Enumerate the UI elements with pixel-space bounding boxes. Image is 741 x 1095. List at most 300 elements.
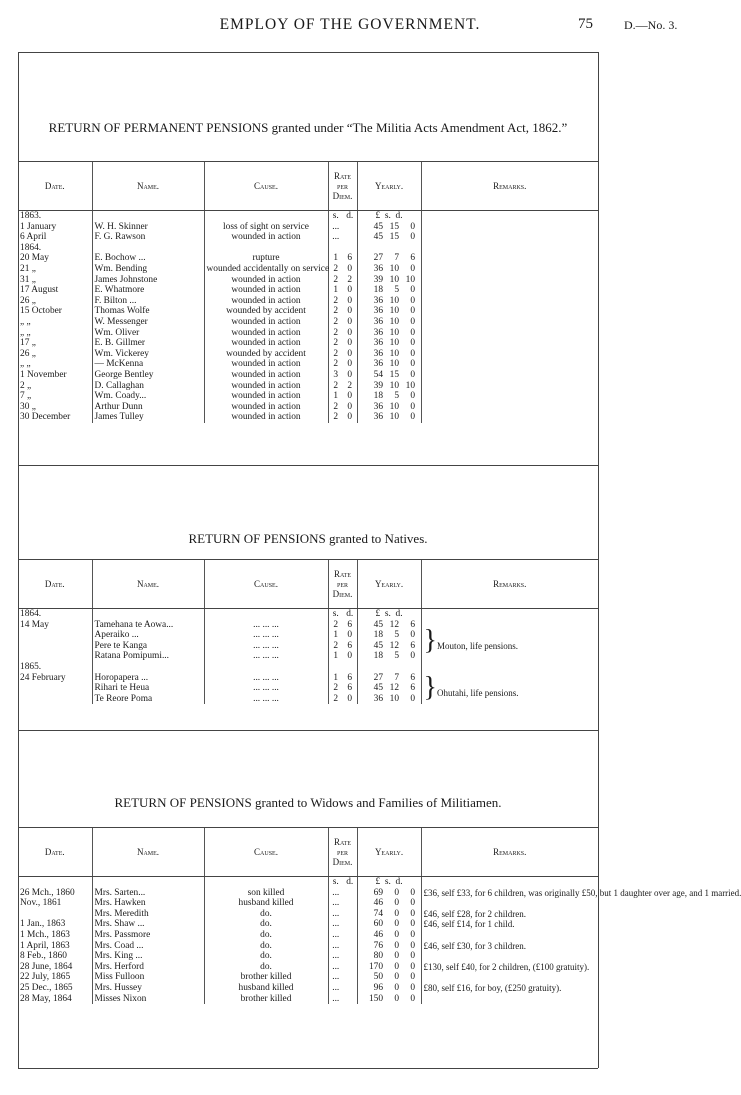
rate-shillings-cell: ... (328, 919, 343, 930)
name-cell: Mrs. Herford (92, 962, 204, 973)
table-row (18, 898, 598, 909)
remarks-text: Mouton, life pensions. (436, 640, 518, 651)
yearly-pounds: 36 (373, 348, 384, 359)
unit-d: d. (346, 609, 354, 619)
yearly-pounds: 60 (373, 919, 384, 930)
remarks-cell (421, 296, 598, 307)
rate-shillings-cell: 2 (328, 306, 343, 317)
yearly-cell (357, 243, 421, 254)
name-cell: W. Messenger (92, 317, 204, 328)
yearly-cell (357, 651, 421, 662)
yearly-pounds: 45 (373, 683, 384, 694)
yearly-shillings: 0 (394, 993, 400, 1004)
yearly-pence: 0 (410, 630, 416, 641)
yearly-pence: 6 (410, 619, 416, 630)
yearly-pounds: 36 (373, 412, 384, 423)
remarks-cell (421, 412, 598, 423)
yearly-pounds: 18 (373, 651, 384, 662)
name-cell: Rihari te Heua (92, 683, 204, 694)
cause-cell: do. (204, 951, 328, 962)
yearly-shillings: 7 (394, 672, 400, 683)
name-cell: James Johnstone (92, 275, 204, 286)
yearly-pence: 0 (410, 295, 416, 306)
yearly-cell (357, 673, 421, 684)
table-row (18, 909, 598, 920)
section-title-native-pensions (18, 531, 598, 546)
date-cell: 7 „ (20, 391, 32, 402)
table-row (18, 972, 598, 983)
yearly-shillings: 5 (394, 391, 400, 402)
table-row (18, 264, 598, 275)
yearly-pence: 0 (410, 919, 416, 930)
yearly-pounds: 18 (373, 391, 384, 402)
yearly-pence: 0 (410, 263, 416, 274)
yearly-shillings: 0 (394, 929, 400, 940)
yearly-pence: 10 (405, 380, 416, 391)
date-cell: 20 May (20, 253, 49, 264)
remarks-cell: £36, self £33, for 6 children, was originally £50, but 1 daughter over age, and 1 married. (421, 888, 598, 899)
yearly-cell (357, 620, 421, 631)
rate-pence-cell: 0 (347, 412, 353, 423)
remarks-cell: £46, self £28, for 2 children. (421, 909, 598, 920)
table-row (18, 930, 598, 941)
date-cell (18, 694, 92, 705)
rate-shillings-cell: 2 (328, 328, 343, 339)
rate-shillings-cell: ... (328, 232, 343, 243)
yearly-shillings: 15 (389, 221, 400, 232)
yearly-shillings: 0 (394, 898, 400, 909)
cause-cell: do. (204, 909, 328, 920)
yearly-cell (357, 391, 421, 402)
rate-shillings-cell: 2 (328, 402, 343, 413)
date-cell: 26 Mch., 1860 (20, 887, 75, 898)
yearly-cell (357, 941, 421, 952)
yearly-shillings: 10 (389, 380, 400, 391)
yearly-cell (357, 662, 421, 673)
name-cell: Mrs. Hawken (92, 898, 204, 909)
yearly-pence: 0 (410, 221, 416, 232)
remarks-cell (421, 222, 598, 233)
rate-shillings-cell: ... (328, 951, 343, 962)
name-cell: Wm. Bending (92, 264, 204, 275)
brace-icon: } (423, 624, 437, 656)
yearly-pounds: 18 (373, 285, 384, 296)
rate-shillings-cell: 1 (328, 391, 343, 402)
header-date: Date. (18, 162, 92, 211)
date-cell (18, 651, 92, 662)
yearly-cell (357, 909, 421, 920)
cause-cell: ... ... ... (204, 651, 328, 662)
section-title-permanent-pensions (18, 120, 598, 135)
yearly-pounds: 45 (373, 221, 384, 232)
yearly-shillings: 10 (389, 359, 400, 370)
table-row (18, 370, 598, 381)
rate-pence-cell: 0 (347, 348, 353, 359)
yearly-shillings: 0 (394, 982, 400, 993)
table-row (18, 317, 598, 328)
cause-cell: wounded in action (204, 370, 328, 381)
yearly-cell (357, 381, 421, 392)
cause-cell: rupture (204, 253, 328, 264)
date-cell: 6 April (20, 232, 47, 243)
yearly-pence: 0 (410, 693, 416, 704)
yearly-cell (357, 972, 421, 983)
date-cell: 25 Dec., 1865 (20, 982, 73, 993)
cause-cell: ... ... ... (204, 620, 328, 631)
yearly-pence: 6 (410, 253, 416, 264)
yearly-shillings: 0 (394, 887, 400, 898)
name-cell: Tamehana te Aowa... (92, 620, 204, 631)
name-cell: James Tulley (92, 412, 204, 423)
header-rate: Rate per Diem. (328, 828, 357, 877)
yearly-shillings: 10 (389, 316, 400, 327)
yearly-pence: 0 (410, 972, 416, 983)
yearly-shillings: 12 (389, 619, 400, 630)
name-cell: Horopapera ... (92, 673, 204, 684)
yearly-pounds: 76 (373, 940, 384, 951)
table-row (18, 243, 598, 254)
yearly-shillings: 12 (389, 640, 400, 651)
yearly-pence: 0 (410, 369, 416, 380)
rate-pence-cell (343, 983, 357, 994)
cause-cell: ... ... ... (204, 630, 328, 641)
name-cell: E. Whatmore (92, 285, 204, 296)
table-row (18, 359, 598, 370)
cause-cell: wounded in action (204, 359, 328, 370)
yearly-pounds: 46 (373, 898, 384, 909)
rate-pence-cell (343, 930, 357, 941)
rate-pence-cell (343, 919, 357, 930)
rate-pence-cell (343, 994, 357, 1005)
remarks-cell (421, 972, 598, 983)
rate-shillings-cell: ... (328, 972, 343, 983)
table-row (18, 285, 598, 296)
remarks-cell (421, 264, 598, 275)
permanent-pensions-table (18, 161, 598, 423)
date-cell: 1864. (20, 242, 42, 253)
remarks-cell (421, 232, 598, 243)
name-cell: Mrs. Passmore (92, 930, 204, 941)
rate-pence-cell: 0 (347, 263, 353, 274)
header-yearly: Yearly. (357, 560, 421, 609)
frame-bottom-rule (18, 1068, 598, 1069)
unit-s: s. (328, 211, 343, 222)
rate-shillings-cell: 2 (328, 296, 343, 307)
table-row (18, 412, 598, 423)
unit-lsd: £ s. d. (357, 877, 421, 888)
date-cell: 1 April, 1863 (20, 940, 70, 951)
date-cell: 1 Jan., 1863 (20, 919, 66, 930)
name-cell (92, 243, 204, 254)
unit-lsd: £ s. d. (357, 609, 421, 620)
cause-cell: wounded in action (204, 317, 328, 328)
header-remarks: Remarks. (421, 828, 598, 877)
yearly-pence: 6 (410, 640, 416, 651)
header-yearly: Yearly. (357, 162, 421, 211)
yearly-pounds: 74 (373, 908, 384, 919)
cause-cell: wounded in action (204, 285, 328, 296)
date-cell: Nov., 1861 (20, 898, 62, 909)
cause-cell: loss of sight on service (204, 222, 328, 233)
header-cause: Cause. (204, 162, 328, 211)
remarks-cell (421, 930, 598, 941)
cause-cell: wounded in action (204, 402, 328, 413)
yearly-shillings: 5 (394, 285, 400, 296)
table-row (18, 306, 598, 317)
yearly-pence: 0 (410, 316, 416, 327)
date-cell: 1 November (20, 369, 67, 380)
yearly-cell (357, 222, 421, 233)
remarks-cell (421, 253, 598, 264)
rate-shillings-cell: 1 (328, 285, 343, 296)
remarks-cell (421, 338, 598, 349)
rate-shillings-cell: 2 (328, 338, 343, 349)
yearly-shillings: 0 (394, 972, 400, 983)
section-title-text: RETURN OF PENSIONS granted to Widows and Families of Militiamen. (114, 795, 502, 810)
date-cell: 15 October (20, 306, 62, 317)
header-date: Date. (18, 560, 92, 609)
unit-s: s. (328, 609, 343, 620)
yearly-pence: 0 (410, 951, 416, 962)
rate-shillings-cell: 2 (328, 412, 343, 423)
date-cell: 1865. (20, 661, 42, 672)
yearly-shillings: 5 (394, 651, 400, 662)
name-cell: Arthur Dunn (92, 402, 204, 413)
page-header (0, 14, 700, 38)
cause-cell (204, 243, 328, 254)
rate-pence-cell: 0 (347, 693, 353, 704)
remarks-cell (421, 359, 598, 370)
rate-pence-cell: 2 (347, 380, 353, 391)
cause-cell: ... ... ... (204, 641, 328, 652)
table-row (18, 994, 598, 1005)
yearly-cell (357, 683, 421, 694)
rate-shillings-cell: 2 (328, 275, 343, 286)
name-cell: Wm. Coady... (92, 391, 204, 402)
name-cell (92, 662, 204, 673)
table-row (18, 275, 598, 286)
yearly-pounds: 36 (373, 338, 384, 349)
yearly-cell (357, 630, 421, 641)
rate-pence-cell: 0 (347, 285, 353, 296)
yearly-pence: 0 (410, 412, 416, 423)
name-cell: Wm. Oliver (92, 328, 204, 339)
remarks-cell (421, 370, 598, 381)
yearly-pounds: 170 (368, 961, 384, 972)
table-row (18, 253, 598, 264)
cause-cell: wounded in action (204, 275, 328, 286)
date-cell: 24 February (20, 672, 66, 683)
yearly-pence: 0 (410, 993, 416, 1004)
remarks-cell (421, 306, 598, 317)
cause-cell: do. (204, 941, 328, 952)
yearly-cell (357, 349, 421, 360)
yearly-pounds: 18 (373, 630, 384, 641)
remarks-cell (421, 349, 598, 360)
date-cell: 8 Feb., 1860 (20, 951, 67, 962)
cause-cell: wounded accidentally on service (204, 264, 328, 275)
rate-shillings-cell: 3 (328, 370, 343, 381)
rate-shillings-cell: ... (328, 994, 343, 1005)
yearly-shillings: 0 (394, 951, 400, 962)
page-number: 75 (578, 16, 593, 32)
yearly-shillings: 0 (394, 908, 400, 919)
rate-shillings-cell: 1 (328, 673, 343, 684)
rate-shillings-cell: 1 (328, 253, 343, 264)
yearly-shillings: 10 (389, 295, 400, 306)
name-cell: Mrs. Coad ... (92, 941, 204, 952)
yearly-cell (357, 994, 421, 1005)
rate-pence-cell (343, 243, 357, 254)
header-cause: Cause. (204, 560, 328, 609)
yearly-cell (357, 402, 421, 413)
remarks-cell (421, 285, 598, 296)
yearly-pence: 0 (410, 908, 416, 919)
remarks-cell: £80, self £16, for boy, (£250 gratuity). (421, 983, 598, 994)
cause-cell: brother killed (204, 994, 328, 1005)
yearly-pence: 0 (410, 898, 416, 909)
yearly-pence: 0 (410, 359, 416, 370)
remarks-cell: £46, self £30, for 3 children. (421, 941, 598, 952)
remarks-cell: £46, self £14, for 1 child. (421, 919, 598, 930)
name-cell: W. H. Skinner (92, 222, 204, 233)
cause-cell: son killed (204, 888, 328, 899)
rate-pence-cell (343, 222, 357, 233)
brace-icon: } (423, 672, 437, 704)
remarks-text: Ohutahi, life pensions. (436, 688, 519, 699)
table-row (18, 349, 598, 360)
native-pensions-table (18, 559, 598, 704)
yearly-shillings: 15 (389, 232, 400, 243)
yearly-pence: 6 (410, 683, 416, 694)
date-cell: 14 May (20, 619, 49, 630)
frame-top-rule (18, 52, 598, 53)
rate-pence-cell (343, 909, 357, 920)
table-row (18, 662, 598, 673)
rate-pence-cell (343, 951, 357, 962)
name-cell: E. Bochow ... (92, 253, 204, 264)
date-cell: 26 „ (20, 348, 36, 359)
date-cell: 31 „ (20, 274, 36, 285)
rate-shillings-cell: ... (328, 983, 343, 994)
date-cell (18, 909, 92, 920)
remarks-cell (421, 317, 598, 328)
yearly-shillings: 12 (389, 683, 400, 694)
name-cell: Wm. Vickerey (92, 349, 204, 360)
rate-shillings-cell: 2 (328, 359, 343, 370)
rate-pence-cell (343, 888, 357, 899)
yearly-cell (357, 306, 421, 317)
yearly-pence: 0 (410, 348, 416, 359)
cause-cell: ... ... ... (204, 694, 328, 705)
rate-shillings-cell: ... (328, 941, 343, 952)
yearly-shillings: 7 (394, 253, 400, 264)
yearly-cell (357, 253, 421, 264)
name-cell: Thomas Wolfe (92, 306, 204, 317)
yearly-pounds: 36 (373, 359, 384, 370)
date-cell: „ „ (20, 316, 31, 327)
name-cell: Miss Fulloon (92, 972, 204, 983)
date-cell: 2 „ (20, 380, 32, 391)
remarks-cell: £130, self £40, for 2 children, (£100 gratuity). (421, 962, 598, 973)
rate-pence-cell: 0 (347, 306, 353, 317)
remarks-cell (421, 951, 598, 962)
rate-pence-cell (343, 898, 357, 909)
rate-shillings-cell: ... (328, 962, 343, 973)
yearly-cell (357, 694, 421, 705)
rate-pence-cell: 0 (347, 327, 353, 338)
yearly-cell (357, 275, 421, 286)
table-row (18, 951, 598, 962)
cause-cell: wounded in action (204, 381, 328, 392)
yearly-shillings: 10 (389, 348, 400, 359)
remarks-cell (421, 381, 598, 392)
cause-cell: wounded in action (204, 391, 328, 402)
table-row (18, 888, 598, 899)
yearly-pence: 0 (410, 940, 416, 951)
cause-cell: husband killed (204, 898, 328, 909)
name-cell: Mrs. King ... (92, 951, 204, 962)
cause-cell: wounded in action (204, 296, 328, 307)
yearly-pence: 0 (410, 306, 416, 317)
header-rate: Rate per Diem. (328, 560, 357, 609)
yearly-pounds: 80 (373, 951, 384, 962)
date-cell: 1 January (20, 221, 57, 232)
yearly-shillings: 10 (389, 401, 400, 412)
cause-cell: do. (204, 919, 328, 930)
remarks-cell (421, 275, 598, 286)
rate-shillings-cell: ... (328, 909, 343, 920)
date-cell: 30 December (20, 412, 71, 423)
rate-shillings-cell: ... (328, 222, 343, 233)
yearly-pence: 0 (410, 391, 416, 402)
rate-pence-cell: 0 (347, 295, 353, 306)
name-cell: Te Reore Poma (92, 694, 204, 705)
name-cell: Mrs. Sarten... (92, 888, 204, 899)
rate-pence-cell: 2 (347, 274, 353, 285)
table-row (18, 222, 598, 233)
yearly-cell (357, 951, 421, 962)
rate-shillings-cell (328, 662, 343, 673)
yearly-cell (357, 919, 421, 930)
yearly-cell (357, 930, 421, 941)
section-title-text: RETURN OF PENSIONS granted to Natives. (188, 531, 428, 546)
rate-pence-cell: 0 (347, 391, 353, 402)
table-row (18, 402, 598, 413)
widows-pensions-table (18, 827, 741, 1004)
yearly-pence: 0 (410, 982, 416, 993)
table-row (18, 673, 598, 684)
date-cell: 17 August (20, 285, 59, 296)
name-cell: — McKenna (92, 359, 204, 370)
header-remarks: Remarks. (421, 560, 598, 609)
date-cell (18, 641, 92, 652)
yearly-shillings: 0 (394, 919, 400, 930)
yearly-shillings: 10 (389, 412, 400, 423)
rate-pence-cell (343, 941, 357, 952)
remarks-cell (421, 243, 598, 254)
yearly-pounds: 27 (373, 672, 384, 683)
remarks-cell (421, 673, 598, 705)
date-cell: 1863. (20, 211, 42, 221)
rate-pence-cell: 0 (347, 338, 353, 349)
yearly-pence: 0 (410, 232, 416, 243)
yearly-shillings: 10 (389, 306, 400, 317)
unit-d: d. (346, 211, 354, 221)
date-cell: 30 „ (20, 401, 36, 412)
yearly-pounds: 36 (373, 295, 384, 306)
units-row (18, 609, 598, 620)
